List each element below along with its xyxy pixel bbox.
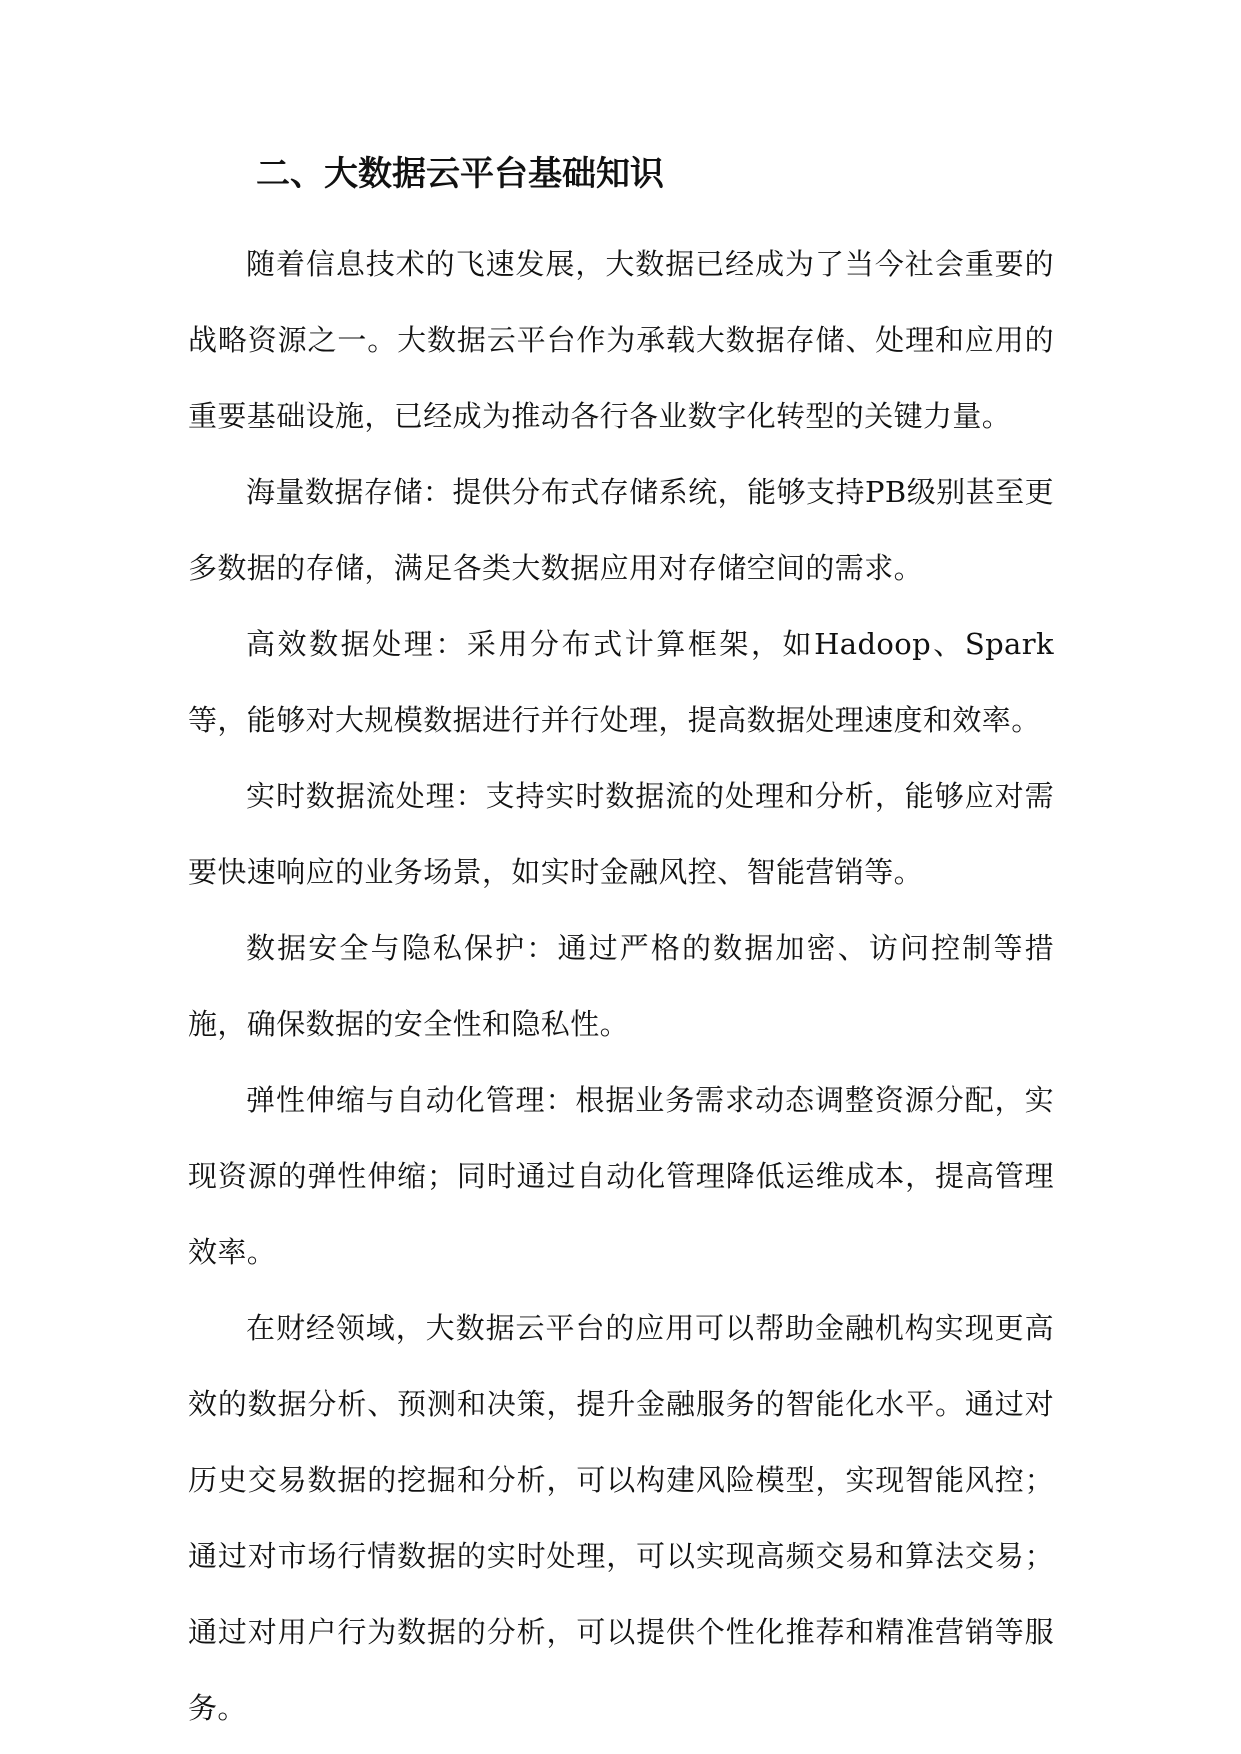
paragraph-intro: 随着信息技术的飞速发展，大数据已经成为了当今社会重要的战略资源之一。大数据云平台作为承载大数据存储、处理和应用的重要基础设施，已经成为推动各行各业数字化转型的关键力量。 bbox=[188, 247, 1054, 433]
section-heading: 二、大数据云平台基础知识 bbox=[256, 154, 664, 194]
paragraph-streaming: 实时数据流处理：支持实时数据流的处理和分析，能够应对需要快速响应的业务场景，如实时金融风控、智能营销等。 bbox=[188, 779, 1054, 889]
paragraph-elastic: 弹性伸缩与自动化管理：根据业务需求动态调整资源分配，实现资源的弹性伸缩；同时通过自动化管理降低运维成本，提高管理效率。 bbox=[188, 1083, 1054, 1269]
paragraph-security: 数据安全与隐私保护：通过严格的数据加密、访问控制等措施，确保数据的安全性和隐私性。 bbox=[188, 931, 1054, 1041]
body-text bbox=[188, 226, 1054, 1746]
paragraph-processing: 高效数据处理：采用分布式计算框架，如Hadoop、Spark等，能够对大规模数据进行并行处理，提高数据处理速度和效率。 bbox=[188, 627, 1054, 737]
paragraph-storage: 海量数据存储：提供分布式存储系统，能够支持PB级别甚至更多数据的存储，满足各类大数据应用对存储空间的需求。 bbox=[188, 475, 1054, 585]
paragraph-finance: 在财经领域，大数据云平台的应用可以帮助金融机构实现更高效的数据分析、预测和决策，提升金融服务的智能化水平。通过对历史交易数据的挖掘和分析，可以构建风险模型，实现智能风控；通过对市场行情数据的实时处理，可以实现高频交易和算法交易；通过对用户行为数据的分析，可以提供个性化推荐和精准营销等服务。 bbox=[188, 1311, 1054, 1725]
